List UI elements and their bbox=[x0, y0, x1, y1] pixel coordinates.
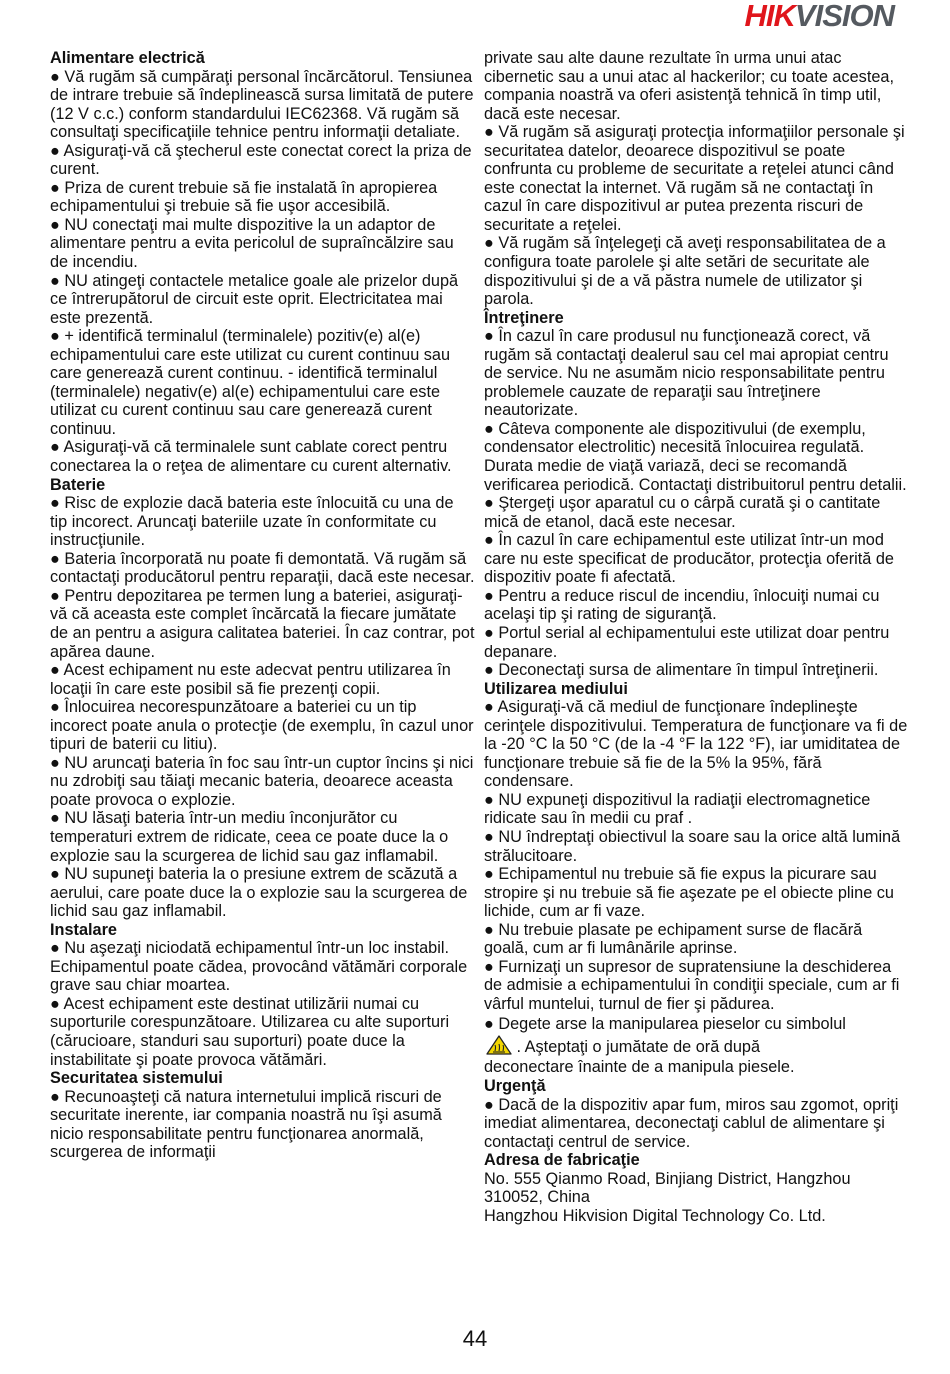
paragraph: ● NU aruncaţi bateria în foc sau într-un cuptor încins şi nici nu zdrobiţi sau tăiaţi mecanic bateria, deoarece aceasta poate provoca o explozie. bbox=[50, 753, 474, 809]
company-name: Hangzhou Hikvision Digital Technology Co. Ltd. bbox=[484, 1206, 826, 1225]
paragraph: ● Acest echipament nu este adecvat pentru utilizarea în locaţii în care este posibil să fie prezenţi copii. bbox=[50, 661, 451, 698]
paragraph: ● Nu trebuie plasate pe echipament surse de flacără goală, cum ar fi lumânările aprinse. bbox=[484, 920, 863, 958]
paragraph: ● Pentru depozitarea pe termen lung a bateriei, asiguraţi-vă că aceasta este complet încărcată la fiecare jumătate de an pentru a asigura calitatea bateriei. În caz contrar, pot apărea daune. bbox=[50, 586, 475, 661]
paragraph: ● Risc de explozie dacă bateria este înlocuită cu una de tip incorect. Aruncaţi bateriile uzate în conformitate cu instrucţiunile. bbox=[50, 494, 454, 550]
logo-primary-text: HIK bbox=[744, 0, 795, 33]
paragraph: ● Pentru a reduce riscul de incendiu, înlocuiţi numai cu acelaşi tip şi rating de siguranţă. bbox=[484, 586, 880, 624]
paragraph: ● NU supuneţi bateria la o presiune extrem de scăzută a aerului, care poate duce la o explozie sau la scurgerea de lichid sau gaz inflamabil. bbox=[50, 865, 468, 921]
paragraph: ● Dacă de la dispozitiv apar fum, miros sau zgomot, opriţi imediat alimentarea, deconectaţi cablul de alimentare şi contactaţi centrul de service. bbox=[484, 1095, 899, 1151]
right-column bbox=[484, 49, 909, 1225]
paragraph: ● NU conectaţi mai multe dispozitive la un adaptor de alimentare pentru a evita pericolul de supraîncălzire sau de incendiu. bbox=[50, 215, 454, 272]
paragraph: ● Deconectaţi sursa de alimentare în timpul întreţinerii. bbox=[484, 661, 879, 680]
section-heading-battery: Baterie bbox=[50, 475, 106, 494]
paragraph: ● Asiguraţi-vă că ştecherul este conectat corect la priza de curent. bbox=[50, 141, 472, 179]
page-number: 44 bbox=[462, 1326, 488, 1351]
paragraph: ● Portul serial al echipamentului este utilizat doar pentru depanare. bbox=[484, 623, 890, 661]
paragraph: ● Acest echipament este destinat utilizării numai cu suporturile corespunzătoare. Utilizarea cu alte suporturi (cărucioare, standuri sau suporturi) poate duce la instabilitate şi poate provoca vătămări. bbox=[50, 994, 450, 1069]
section-heading-maintenance: Întreţinere bbox=[484, 308, 564, 327]
hot-surface-warning-icon bbox=[486, 1035, 512, 1055]
paragraph: private sau alte daune rezultate în urma unui atac cibernetic sau a unui atac al hackerilor; cu toate acestea, compania noastră va oferi asistenţă tehnică în timp util, dacă este necesar. bbox=[484, 49, 894, 123]
paragraph: ● NU expuneţi dispozitivul la radiaţii electromagnetice ridicate sau în medii cu praf . bbox=[484, 790, 871, 828]
paragraph: ● În cazul în care produsul nu funcţionează corect, vă rugăm să contactaţi dealerul sau cel mai apropiat centru de service. Nu ne asumăm nicio responsabilitate pentru problemele cauzate de reparaţii sau întreţinere neautorizate. bbox=[484, 327, 889, 420]
paragraph: ● NU îndreptaţi obiectivul la soare sau la orice altă lumină strălucitoare. bbox=[484, 827, 901, 865]
section-heading-emergency: Urgenţă bbox=[484, 1076, 546, 1095]
section-heading-manufacture-address: Adresa de fabricaţie bbox=[484, 1151, 640, 1170]
paragraph: ● Înlocuirea necorespunzătoare a bateriei cu un tip incorect poate anula o protecţie (de exemplu, în cazul unor tipuri de baterii cu litiu). bbox=[50, 698, 474, 754]
paragraph: ● Vă rugăm să înţelegeţi că aveţi responsabilitatea de a configura toate parolele şi alte setări de securitate ale dispozitivului şi de a vă păstra numele de utilizator şi parola. bbox=[484, 234, 886, 309]
section-heading-power: Alimentare electrică bbox=[50, 49, 205, 67]
paragraph: ● În cazul în care echipamentul este utilizat într-un mod care nu este specificat de producător, protecţia oferită de dispozitiv poate fi afectată. bbox=[484, 531, 894, 587]
paragraph: ● Furnizaţi un supresor de supratensiune la deschiderea de admisie a echipamentului în condiţii speciale, cum ar fi vârful muntelui, turnul de fier şi pădurea. bbox=[484, 957, 900, 1013]
paragraph: ● Recunoaşteţi că natura internetului implică riscuri de securitate inerente, iar compania noastră nu îşi asumă nicio responsabilitate pentru funcţionarea anormală, scurgerea de informaţii bbox=[50, 1087, 442, 1162]
hikvision-logo bbox=[745, 0, 894, 32]
paragraph: deconectare înainte de a manipula piesele. bbox=[484, 1058, 795, 1077]
paragraph: ● Nu aşezaţi niciodată echipamentul într-un loc instabil. Echipamentul poate cădea, provocând vătămări corporale grave sau chiar moartea. bbox=[50, 939, 468, 995]
section-heading-environment: Utilizarea mediului bbox=[484, 679, 628, 698]
paragraph: ● Câteva componente ale dispozitivului (de exemplu, condensator electrolitic) necesită înlocuirea regulată. Durata medie de viaţă variază, deci se recomandă verificarea periodică. Contactaţi distribuitorul pentru detalii. bbox=[484, 419, 907, 494]
left-column bbox=[50, 49, 475, 1162]
paragraph: ● Asiguraţi-vă că mediul de funcţionare îndeplineşte cerinţele dispozitivului. Temperatura de funcţionare va fi de la -20 °C la 50 °C (de la -4 °F la 122 °F), iar umiditatea de funcţionare trebuie să fie de la 5% la 95%, fără condensare. bbox=[484, 698, 908, 791]
paragraph: ● Priza de curent trebuie să fie instalată în apropierea echipamentului şi trebuie să fie uşor accesibilă. bbox=[50, 178, 438, 216]
section-heading-system-security: Securitatea sistemului bbox=[50, 1069, 223, 1088]
paragraph: ● Echipamentul nu trebuie să fie expus la picurare sau stropire şi nu trebuie să fie aşezate pe el obiecte pline cu lichide, cum ar fi vaze. bbox=[484, 865, 894, 921]
hot-surface-warning bbox=[484, 1013, 909, 1058]
address-line: No. 555 Qianmo Road, Binjiang District, Hangzhou 310052, China bbox=[484, 1169, 851, 1207]
paragraph: ● NU atingeţi contactele metalice goale ale prizelor după ce întrerupătorul de circuit este oprit. Electricitatea mai este prezentă. bbox=[50, 271, 459, 327]
paragraph: ● Asiguraţi-vă că terminalele sunt cablate corect pentru conectarea la o reţea de alimentare cu curent alternativ. bbox=[50, 438, 452, 476]
paragraph: ● Vă rugăm să cumpăraţi personal încărcătorul. Tensiunea de intrare trebuie să îndeplinească sursa limitată de putere (12 V c.c.) conform standardului IEC62368. Vă rugăm să consultaţi specificaţiile tehnice pentru informaţii detaliate. bbox=[50, 67, 474, 142]
paragraph: ● Bateria încorporată nu poate fi demontată. Vă rugăm să contactaţi producătorul pentru reparaţii, dacă este necesar. bbox=[50, 549, 475, 587]
paragraph: ● Ştergeţi uşor aparatul cu o cârpă curată şi o cantitate mică de etanol, dacă este necesar. bbox=[484, 494, 881, 531]
section-heading-installation: Instalare bbox=[50, 920, 117, 939]
paragraph: ● + identifică terminalul (terminalele) pozitiv(e) al(e) echipamentului care este utilizat cu curent continuu sau care generează curent continuu. - identifică terminalul (terminalele) negativ(e) al(e) echipamentului care este utilizat cu curent continuu sau care generează curent continuu. bbox=[50, 327, 451, 438]
paragraph: ● Vă rugăm să asiguraţi protecţia informaţiilor personale şi securitatea datelor, deoarece dispozitivul se poate confrunta cu probleme de securitate a reţelei atunci când este conectat la internet. Vă rugăm să ne contactaţi în cazul în care dispozitivul ar putea prezenta riscuri de securitate a reţelei. bbox=[484, 123, 905, 234]
paragraph: ● NU lăsaţi bateria într-un mediu înconjurător cu temperaturi extrem de ridicate, ceea ce poate duce la o explozie sau la scurgerea de lichid sau gaz inflamabil. bbox=[50, 809, 449, 865]
hot-surface-text: ● Degete arse la manipularea pieselor cu simbolul bbox=[484, 1015, 846, 1034]
hot-surface-text: . Aşteptaţi o jumătate de oră după bbox=[516, 1038, 761, 1057]
logo-secondary-text: VISION bbox=[794, 0, 894, 33]
